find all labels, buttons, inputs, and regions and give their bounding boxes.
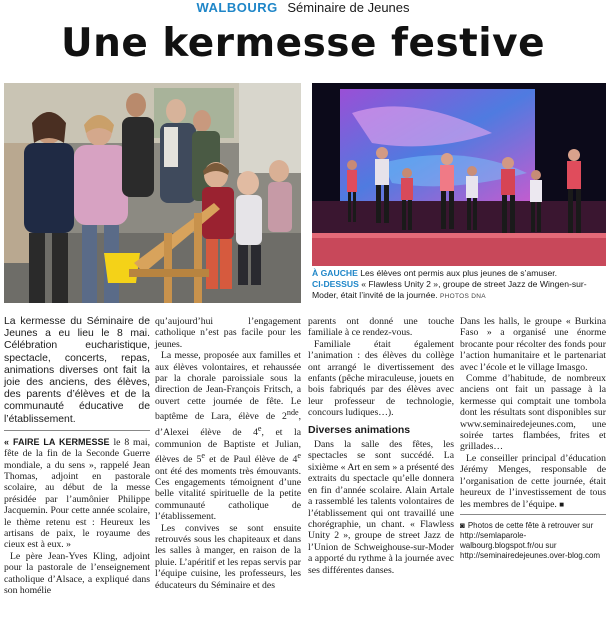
divider: [4, 430, 150, 431]
kicker-section: Séminaire de Jeunes: [287, 0, 410, 15]
end-square-icon: ■: [559, 499, 565, 509]
article-column-1: [4, 316, 150, 597]
photo-children-kermesse: [4, 83, 301, 303]
photo-footnote: ◙ Photos de cette fête à retrouver sur http://semlaparole-walbourg.blogspot.fr/ou sur http://seminairedejeunes.over-blog.com: [460, 520, 601, 560]
divider: [460, 514, 606, 515]
article-paragraph-5: Familiale était également l’animation : des élèves du collège ont arrangé le divertissement des enfants (pêche miraculeuse, jouets en bois fabriqués par des élèves avec leur professeur de technologie, concours ludiques…).: [308, 338, 454, 419]
article-column-3: [308, 316, 454, 576]
article-paragraph-1: « FAIRE LA KERMESSE le 8 mai, fête de la fin de la Seconde Guerre mondiale, a du sens », rappelé Jean Thomas, adjoint en pastorale scolaire, au début de la messe présidée par l’aumônier Philippe Jacquemin. Pour cette année scolaire, le thème retenu est : Heureux les artisans de paix, le royaume des cieux est à eux. »: [4, 436, 150, 551]
caption-above-text: « Flawless Unity 2 », groupe de street Jazz de Wingen-sur-Moder, était l’invité de la journée.: [312, 279, 587, 300]
article-column-4: [460, 316, 606, 561]
kicker-location: WALBOURG: [196, 0, 278, 15]
camera-icon: ◙: [460, 520, 465, 530]
article-paragraph-7: Dans les halls, le groupe « Burkina Faso » a organisé une énorme brocante pour récolter des fonds pour l’action humanitaire et le partenariat avec l’école et le village Imasgo.: [460, 316, 606, 373]
headline: Une kermesse festive: [60, 21, 546, 66]
article-paragraph-2: Le père Jean-Yves Kling, adjoint pour la pastorale de l’enseignement catholique d’Alsace, a expliqué dans son homélie: [4, 550, 150, 597]
article-paragraph-4: Les convives se sont ensuite retrouvés sous les chapiteaux et dans les salles à manger, en raison de la pluie. L’apéritif et les repas servis par l’équipe cuisine, les professeurs, les éducateurs du Séminaire et des: [155, 522, 301, 591]
article-paragraph-8: Comme d’habitude, de nombreux anciens ont fait un passage à la kermesse qui comptait une tombola dont les résultats sont disponibles sur www.seminairedejeunes.com, une soirée tartes flambées, frites et grillades…: [460, 373, 606, 453]
caption-left-label: À GAUCHE: [312, 268, 358, 278]
caption-left-text: Les élèves ont permis aux plus jeunes de s’amuser.: [360, 268, 558, 278]
article-paragraph-2-cont: qu’aujourd’hui l’engagement catholique n’est pas facile pour les jeunes.: [155, 316, 301, 350]
photo-credit: PHOTOS DNA: [440, 293, 486, 300]
subheading: Diverses animations: [308, 423, 411, 436]
article-paragraph-4-cont: parents ont donné une touche familiale à ce rendez-vous.: [308, 316, 454, 339]
lead-in: « FAIRE LA KERMESSE: [4, 436, 110, 447]
article-paragraph-6: Dans la salle des fêtes, les spectacles se sont succédé. La sixième « Art en sem » a présenté des extraits du spectacle qu’elle donnera en fin d’année scolaire. Alain Artale a rassemblé les talents volontaires de l’établissement qui ont travaillé une chorégraphie, un chant. « Flawless Unity 2 », groupe de street Jazz de l’Union de Schweighouse-sur-Moder a apporté du rythme à la journée avec ses différentes danses.: [308, 439, 454, 576]
article-paragraph-9: Le conseiller principal d’éducation Jérémy Menges, responsable de l’organisation de cette journée, était heureux de l’investissement de tous les membres de l’équipe. ■: [460, 452, 606, 510]
photo-dance-group-stage: [312, 83, 606, 266]
article-column-2: [155, 316, 301, 591]
kicker: [0, 0, 606, 16]
article-chapo: La kermesse du Séminaire de Jeunes a eu lieu le 8 mai. Célébration eucharistique, spectacle, concerts, repas, animations diverses ont fait la joie des anciens, des élèves, des parents d’élèves et de la communauté éducative de l’établissement.: [4, 316, 150, 425]
caption-above-label: CI-DESSUS: [312, 279, 359, 289]
article-paragraph-3: La messe, proposée aux familles et aux élèves volontaires, et rehaussée par la chorale paroissiale sous la direction de Jean-François Fritsch, a ouvert cette journée de fête. Le baptême de Lara, élève de 2nde, d’Alexei élève de 4e, et la communion de Baptiste et Julian, élèves de 5e et de Paul élève de 4e ont été des moments très émouvants. Ces engagements témoignent d’une belle vitalité spirituelle de la petite communauté catholique de l’établissement.: [155, 350, 301, 523]
photo-caption: [312, 268, 604, 302]
